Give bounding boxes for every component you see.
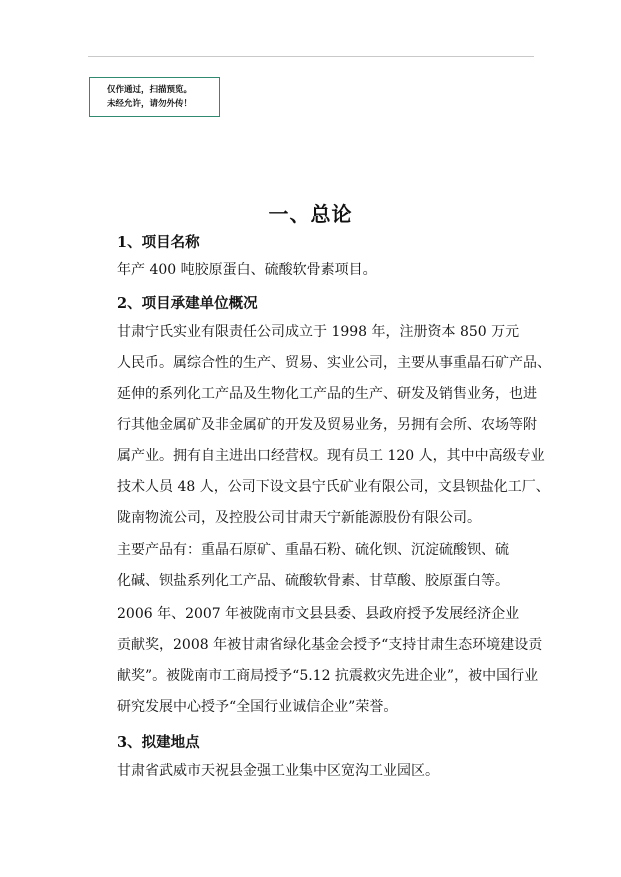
section-2-heading: 2、项目承建单位概况	[117, 295, 258, 312]
section-1-heading: 1、项目名称	[117, 234, 200, 251]
paragraph-line: 陇南物流公司，及控股公司甘肃天宁新能源股份有限公司。	[117, 510, 481, 526]
preview-notice-box	[89, 77, 220, 117]
paragraph-line: 技术人员 48 人，公司下设文县宁氏矿业有限公司，文县钡盐化工厂、	[117, 479, 550, 495]
paragraph-line: 属产业。拥有自主进出口经营权。现有员工 120 人，其中中高级专业	[117, 448, 545, 464]
paragraph-line: 献奖”。被陇南市工商局授予“5.12 抗震救灾先进企业”，被中国行业	[117, 668, 539, 684]
chapter-title: 一、总论	[268, 202, 353, 226]
paragraph-line: 主要产品有：重晶石原矿、重晶石粉、硫化钡、沉淀硫酸钡、硫	[117, 542, 509, 558]
section-1-text: 年产 400 吨胶原蛋白、硫酸软骨素项目。	[117, 262, 377, 278]
paragraph-line: 研究发展中心授予“全国行业诚信企业”荣誉。	[117, 699, 398, 715]
paragraph-line: 甘肃宁氏实业有限责任公司成立于 1998 年，注册资本 850 万元	[117, 324, 520, 340]
paragraph-line: 人民币。属综合性的生产、贸易、实业公司，主要从事重晶石矿产品、	[117, 355, 551, 371]
paragraph-line: 化碱、钡盐系列化工产品、硫酸软骨素、甘草酸、胶原蛋白等。	[117, 573, 509, 589]
paragraph-line: 延伸的系列化工产品及生物化工产品的生产、研发及销售业务，也进	[117, 386, 537, 402]
header-rule	[88, 56, 534, 57]
section-3-heading: 3、拟建地点	[117, 734, 200, 751]
paragraph-line: 贡献奖，2008 年被甘肃省绿化基金会授予“支持甘肃生态环境建设贡	[117, 637, 543, 653]
notice-line-1: 仅作通过，扫描预览。	[107, 85, 193, 95]
notice-line-2: 未经允许，请勿外传！	[107, 99, 193, 109]
paragraph-line: 行其他金属矿及非金属矿的开发及贸易业务，另拥有会所、农场等附	[117, 417, 537, 433]
paragraph-line: 2006 年、2007 年被陇南市文县县委、县政府授予发展经济企业	[117, 606, 520, 622]
section-3-text: 甘肃省武威市天祝县金强工业集中区宽沟工业园区。	[117, 763, 439, 779]
